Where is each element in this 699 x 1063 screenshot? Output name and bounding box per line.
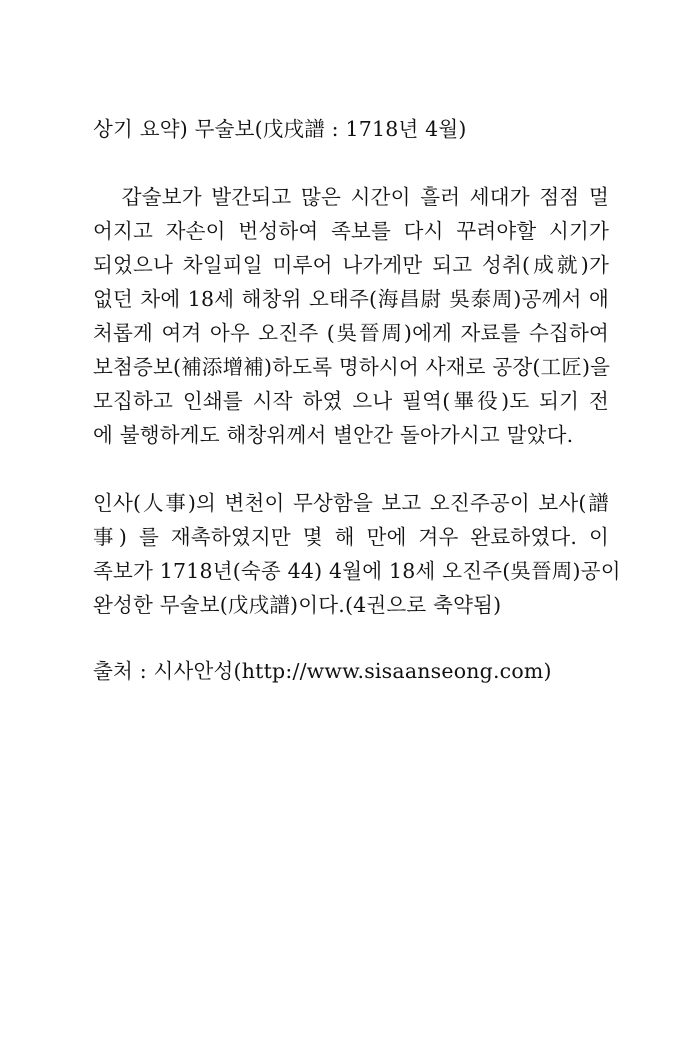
paragraph-line: 事) 를 재촉하였지만 몇 해 만에 겨우 완료하였다. 이 bbox=[93, 525, 609, 549]
paragraph-line: 처롭게 여겨 아우 오진주 (吳晉周)에게 자료를 수집하여 bbox=[93, 321, 609, 345]
spacer bbox=[93, 146, 609, 180]
paragraph-line: 갑술보가 발간되고 많은 시간이 흘러 세대가 점점 멀 bbox=[93, 185, 609, 209]
paragraph-line: 모집하고 인쇄를 시작 하였 으나 필역(畢役)도 되기 전 bbox=[93, 389, 609, 413]
document-heading: 상기 요약) 무술보(戊戌譜 : 1718년 4월) bbox=[93, 117, 467, 141]
paragraph-line: 인사(人事)의 변천이 무상함을 보고 오진주공이 보사(譜 bbox=[93, 491, 609, 515]
spacer bbox=[93, 452, 609, 486]
paragraph-line: 족보가 1718년(숙종 44) 4월에 18세 오진주(吳晉周)공이 bbox=[93, 559, 621, 583]
paragraph-line: 없던 차에 18세 해창위 오태주(海昌尉 吳泰周)공께서 애 bbox=[93, 287, 609, 311]
paragraph-line: 어지고 자손이 번성하여 족보를 다시 꾸려야할 시기가 bbox=[93, 219, 609, 243]
paragraph-history bbox=[93, 180, 609, 452]
paragraph-completion bbox=[93, 486, 621, 622]
paragraph-line: 에 불행하게도 해창위께서 별안간 돌아가시고 말았다. bbox=[93, 423, 574, 447]
paragraph-line: 되었으나 차일피일 미루어 나가게만 되고 성취(成就)가 bbox=[93, 253, 609, 277]
document-page bbox=[93, 112, 621, 688]
paragraph-line: 완성한 무술보(戊戌譜)이다.(4권으로 축약됨) bbox=[93, 593, 502, 617]
source-citation: 출처 : 시사안성(http://www.sisaanseong.com) bbox=[93, 659, 552, 683]
paragraph-line: 보첨증보(補添增補)하도록 명하시어 사재로 공장(工匠)을 bbox=[93, 355, 611, 379]
spacer bbox=[93, 622, 609, 654]
